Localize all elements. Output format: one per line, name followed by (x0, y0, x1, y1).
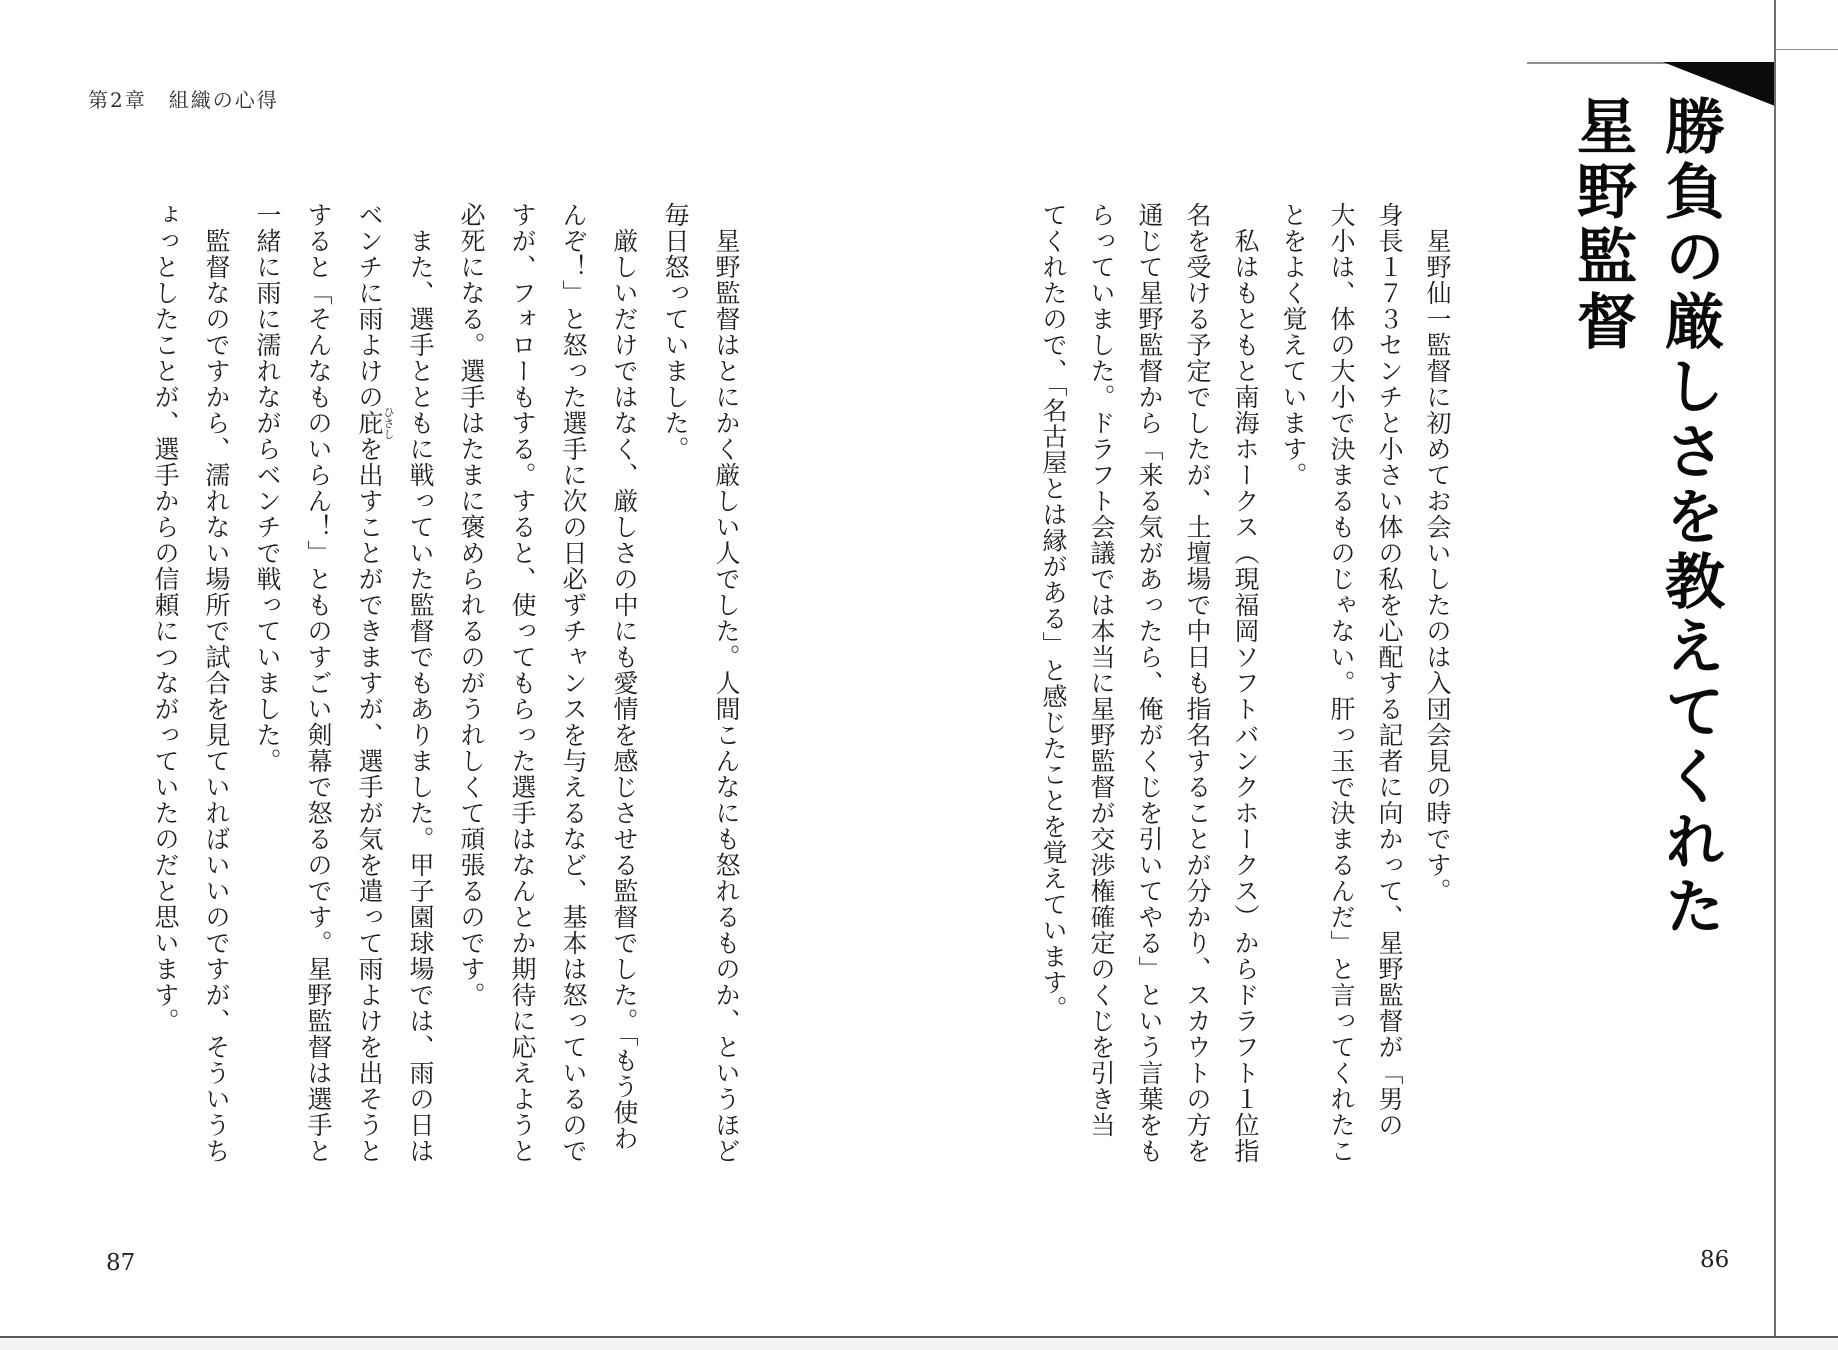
page-number-left: 87 (106, 1250, 136, 1276)
text-column: 必死になる。選手はたまに褒められるのがうれしくて頑張るのです。 (457, 202, 486, 1008)
text-column: 毎日怒っていました。 (661, 202, 690, 462)
chapter-title (1558, 95, 1734, 995)
text-column: 大小は、体の大小で決まるものじゃない。肝っ玉で決まるんだ」と言ってくれたこ (1327, 202, 1356, 1164)
body-text-page-86 (1029, 202, 1461, 1212)
text-column: ベンチに雨よけの庇ひさしを出すことができますが、選手が気を遣って雨よけを出そうと (355, 202, 395, 1164)
chapter-title-line-2: 星野監督 (1567, 95, 1637, 355)
text-column: すが、フォローもする。すると、使ってもらった選手はなんとか期待に応えようと (508, 202, 537, 1164)
text-column: また、選手とともに戦っていた監督でもありました。甲子園球場では、雨の日は (406, 202, 435, 1164)
text-column: 私はもともと南海ホークス（現福岡ソフトバンクホークス）からドラフト１位指 (1231, 202, 1260, 1164)
text-column: んぞ！」と怒った選手に次の日必ずチャンスを与えるなど、基本は怒っているので (559, 202, 588, 1164)
page-number-right: 86 (1700, 1247, 1730, 1273)
scan-margin-strip (0, 1338, 1838, 1350)
chapter-title-line-1: 勝負の厳しさを教えてくれた (1655, 95, 1725, 940)
text-column: 通じて星野監督から「来る気があったら、俺がくじを引いてやる」という言葉をも (1135, 202, 1164, 1164)
text-column: 名を受ける予定でしたが、土壇場で中日も指名することが分かり、スカウトの方を (1183, 202, 1212, 1164)
text-column: 一緒に雨に濡れながらベンチで戦っていました。 (253, 202, 282, 774)
text-column: 身長１７３センチと小さい体の私を心配する記者に向かって、星野監督が「男の (1375, 202, 1404, 1138)
page-edge-vertical-rule (1774, 0, 1776, 1338)
text-column: らっていました。ドラフト会議では本当に星野監督が交渉権確定のくじを引き当 (1087, 202, 1116, 1138)
text-column: 星野仙一監督に初めてお会いしたのは入団会見の時です。 (1423, 202, 1452, 904)
ruby-annotated-word: 庇ひさし (355, 406, 395, 440)
text-column: 星野監督はとにかく厳しい人でした。人間こんなにも怒れるものか、というほど (712, 202, 741, 1164)
running-header: 第2章 組織の心得 (88, 88, 279, 112)
text-column: 厳しいだけではなく、厳しさの中にも愛情を感じさせる監督でした。「もう使わ (610, 202, 639, 1152)
text-column: すると「そんなものいらん！」とものすごい剣幕で怒るのです。星野監督は選手と (304, 202, 333, 1164)
text-column: とをよく覚えています。 (1279, 202, 1308, 488)
text-column: てくれたので、「名古屋とは縁がある」と感じたことを覚えています。 (1039, 202, 1068, 1022)
body-text-page-87 (140, 202, 752, 1212)
page-edge-top-rule (1775, 49, 1838, 50)
text-column: 監督なのですから、濡れない場所で試合を見ていればいいのですが、そういうち (202, 202, 231, 1164)
text-column: ょっとしたことが、選手からの信頼につながっていたのだと思います。 (151, 202, 180, 1034)
